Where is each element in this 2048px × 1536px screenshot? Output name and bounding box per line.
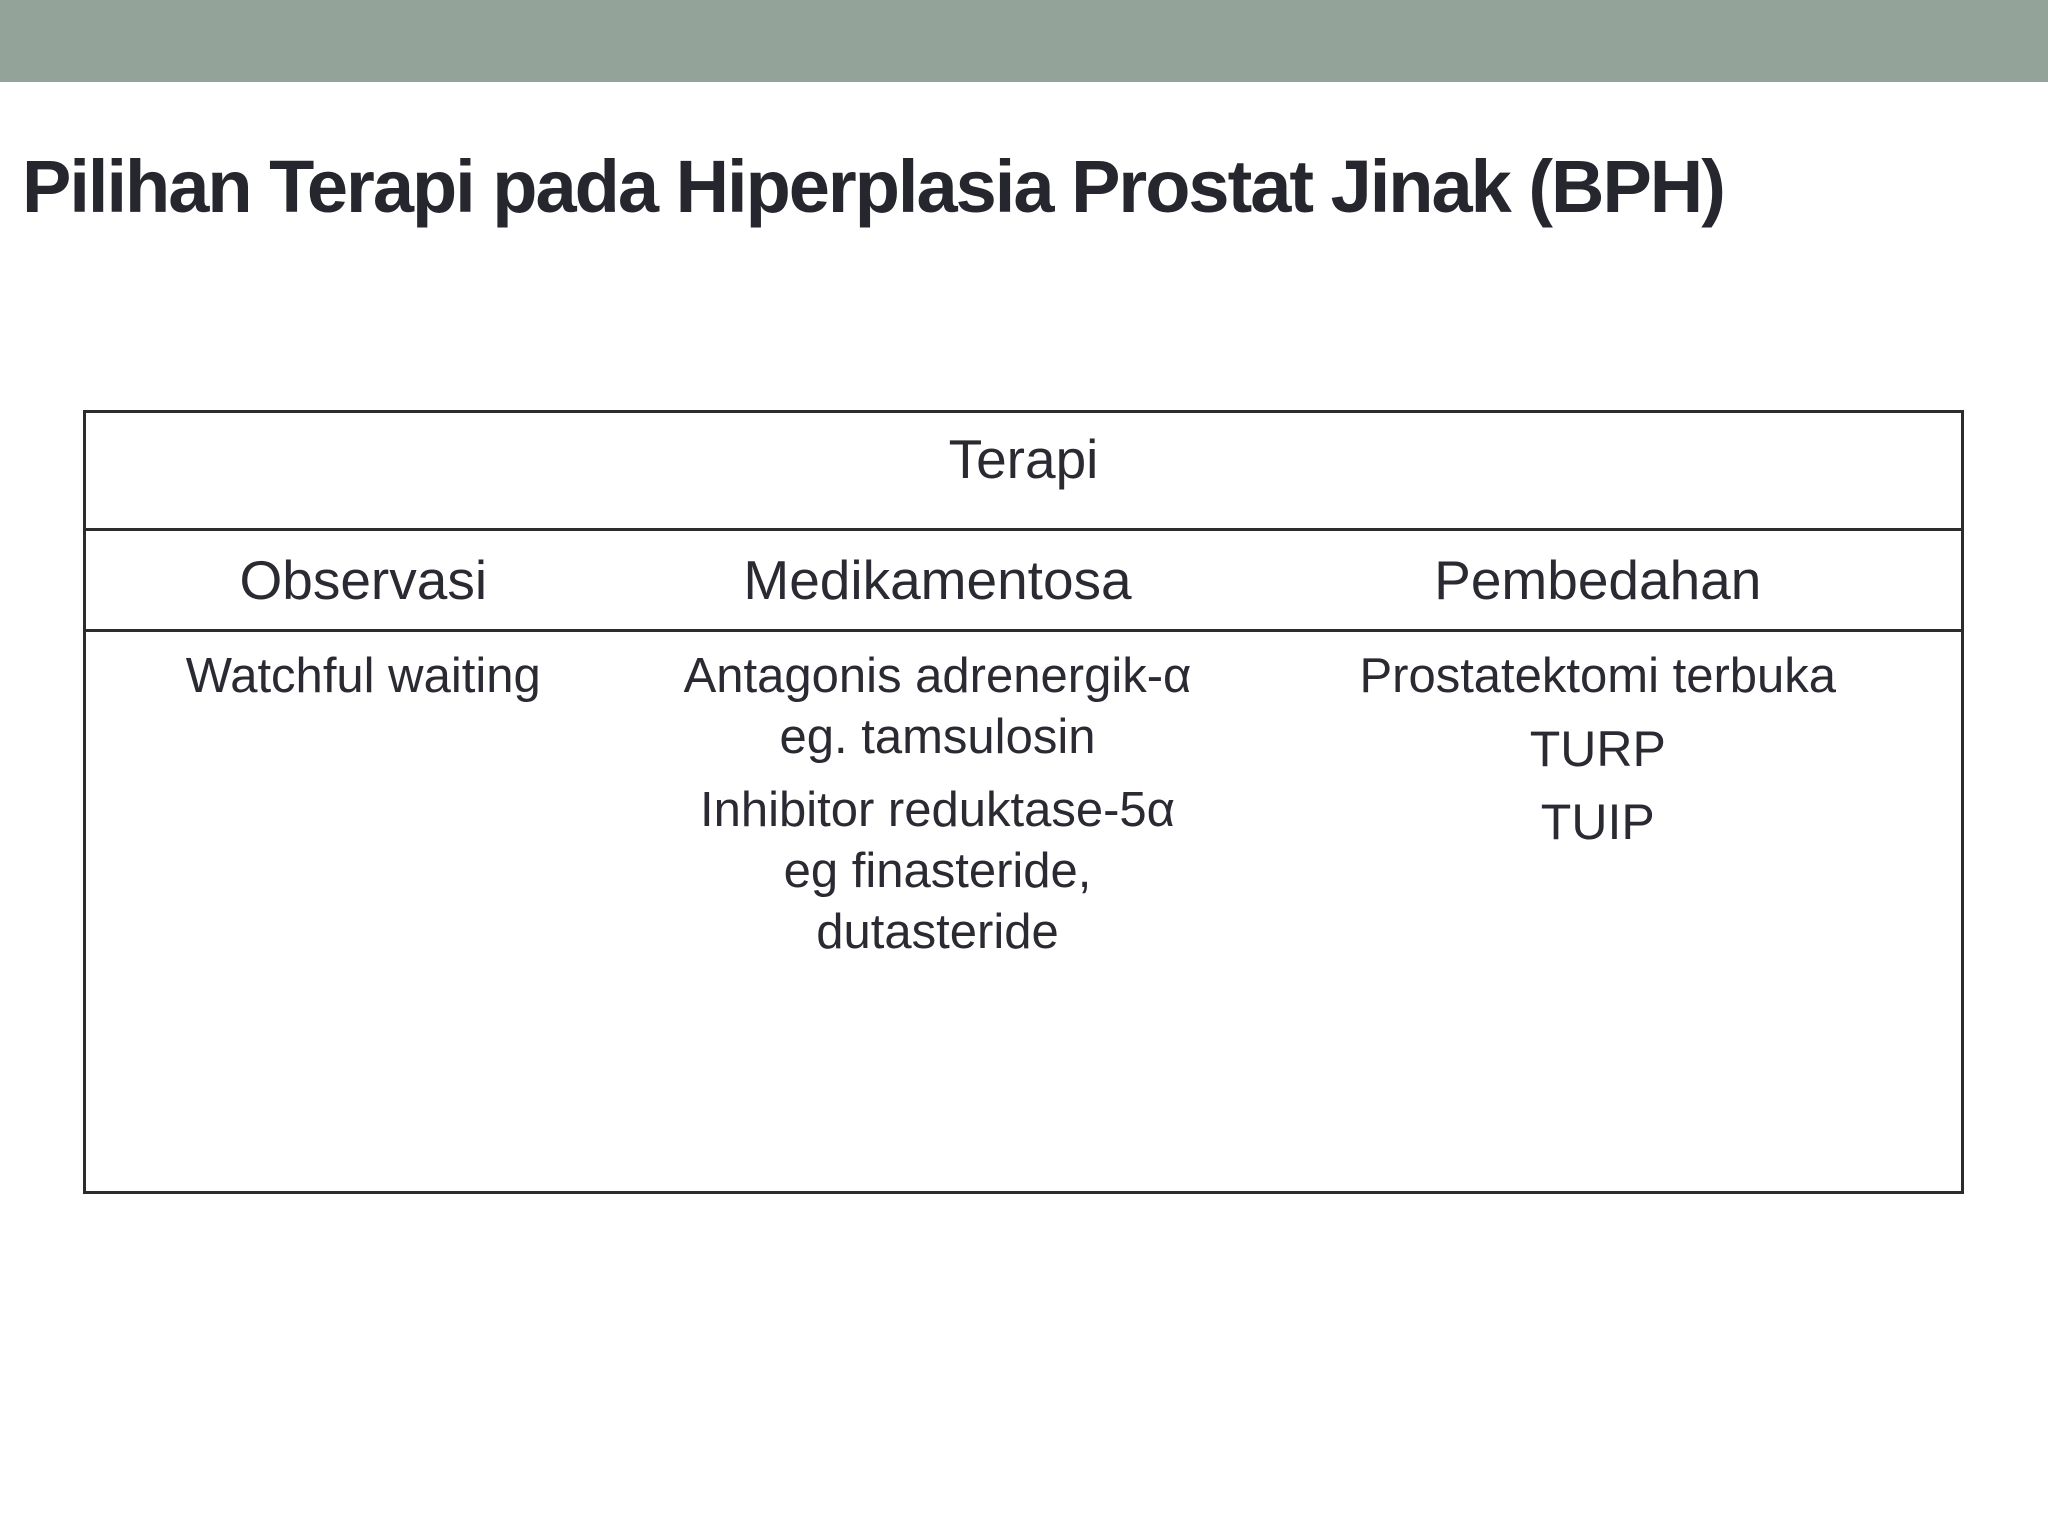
item-line: dutasteride	[816, 905, 1059, 959]
item-line: TUIP	[1540, 794, 1655, 850]
therapy-item	[86, 646, 641, 707]
column-header-observasi: Observasi	[85, 530, 641, 631]
medikamentosa-cell	[641, 631, 1235, 1193]
item-line: eg. tamsulosin	[779, 710, 1096, 764]
category-row	[85, 530, 1963, 631]
therapy-table	[83, 410, 1964, 1194]
item-line: eg finasteride,	[783, 844, 1092, 898]
therapy-item	[641, 780, 1235, 963]
observasi-cell	[85, 631, 641, 1193]
therapy-item	[1235, 646, 1962, 707]
item-line: Prostatektomi terbuka	[1359, 649, 1837, 703]
therapy-options-row	[85, 631, 1963, 1193]
item-line: TURP	[1529, 721, 1666, 777]
therapy-item	[1235, 792, 1962, 853]
pembedahan-cell	[1235, 631, 1963, 1193]
top-accent-bar	[0, 0, 2048, 82]
item-line: Inhibitor reduktase-5α	[699, 783, 1176, 837]
table-header-row	[85, 412, 1963, 530]
item-line: Antagonis adrenergik-α	[683, 649, 1192, 703]
column-header-pembedahan: Pembedahan	[1235, 530, 1963, 631]
slide-title: Pilihan Terapi pada Hiperplasia Prostat Jinak (BPH)	[22, 145, 1724, 228]
column-header-medikamentosa: Medikamentosa	[641, 530, 1235, 631]
table-header-cell: Terapi	[85, 412, 1963, 530]
therapy-item	[641, 646, 1235, 768]
item-line: Watchful waiting	[185, 649, 541, 703]
therapy-item	[1235, 719, 1962, 780]
